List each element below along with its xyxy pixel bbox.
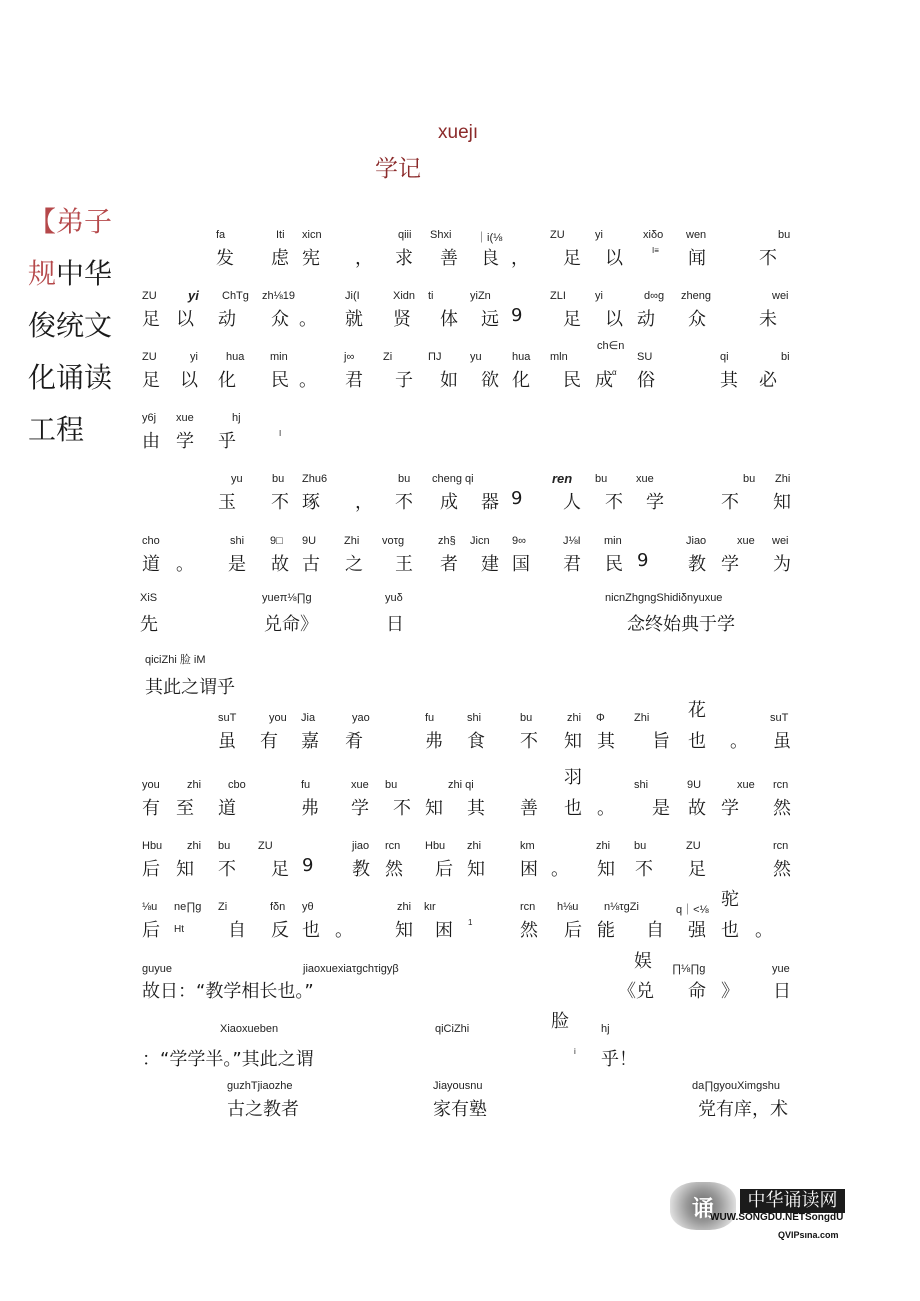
hanzi-char: 知 xyxy=(564,731,582,752)
hanzi-char: 不 xyxy=(271,492,289,513)
hanzi-char: 党有庠，术 xyxy=(698,1099,788,1120)
hanzi-char: 欲 xyxy=(481,370,499,391)
hanzi-char: 困 xyxy=(435,920,453,941)
hanzi-char: 然 xyxy=(773,859,791,880)
hanzi-char: 教 xyxy=(352,859,370,880)
pinyin-syllable: min xyxy=(604,535,622,547)
hanzi-char: 玉 xyxy=(218,492,236,513)
pinyin-syllable: J⅛I xyxy=(563,535,581,547)
pinyin-syllable: 9∞ xyxy=(512,535,526,547)
annotation-mark: I xyxy=(279,429,282,438)
hanzi-char: 9 xyxy=(302,855,314,876)
hanzi-char: 。 xyxy=(299,370,317,391)
pinyin-syllable: SU xyxy=(637,351,653,363)
pinyin-syllable: bu xyxy=(272,473,285,485)
hanzi-char: 。 xyxy=(335,920,353,941)
pinyin-syllable: you xyxy=(269,712,287,724)
pinyin-syllable: yue xyxy=(772,963,790,975)
hanzi-char: 琢 xyxy=(302,492,320,513)
hanzi-char: 道 xyxy=(218,798,236,819)
hanzi-char: 足 xyxy=(142,309,160,330)
hanzi-char: 君 xyxy=(345,370,363,391)
site-logo[interactable] xyxy=(670,1182,850,1240)
pinyin-syllable: yuδ xyxy=(385,592,403,604)
pinyin-syllable: zhi xyxy=(397,901,412,913)
pinyin-syllable: hua xyxy=(226,351,245,363)
pinyin-syllable: d∞g xyxy=(644,290,665,302)
hanzi-char: 以 xyxy=(605,309,623,330)
pinyin-syllable: Jicn xyxy=(470,535,490,547)
hanzi-char: 善 xyxy=(440,248,458,269)
hanzi-char: 以 xyxy=(605,248,623,269)
pinyin-syllable: XiS xyxy=(140,592,158,604)
hanzi-char: 。 xyxy=(176,554,194,575)
side-title-line3: 俊统文 xyxy=(28,309,113,342)
annotation-mark: ch∈n xyxy=(597,340,625,352)
pinyin-syllable: zh⅛19 xyxy=(262,290,296,302)
pinyin-syllable: yu xyxy=(231,473,243,485)
pinyin-syllable: ⅛u xyxy=(142,901,158,913)
pinyin-syllable: Zhu6 xyxy=(302,473,328,485)
hanzi-char: 国 xyxy=(512,554,530,575)
pinyin-syllable: cheng qi xyxy=(432,473,474,485)
hanzi-char: 学 xyxy=(176,431,194,452)
pinyin-syllable: bu xyxy=(520,712,533,724)
hanzi-char: 闻 xyxy=(688,248,706,269)
pinyin-syllable: Φ xyxy=(596,712,605,724)
pinyin-syllable: cho xyxy=(142,535,160,547)
pinyin-syllable: shi xyxy=(230,535,245,547)
hanzi-char: 足 xyxy=(142,370,160,391)
pinyin-syllable: voτg xyxy=(382,535,405,547)
pinyin-syllable: ∏⅛∏g xyxy=(672,963,706,975)
pinyin-syllable: da∏gyouXimgshu xyxy=(692,1080,780,1092)
hanzi-char: 。 xyxy=(755,920,773,941)
hanzi-char: 故 xyxy=(271,554,289,575)
hanzi-char: 先 xyxy=(140,614,158,635)
pinyin-syllable: wen xyxy=(686,229,707,241)
pinyin-syllable: Shxi xyxy=(430,229,452,241)
hanzi-char: 民 xyxy=(563,370,581,391)
pinyin-syllable: xue xyxy=(176,412,194,424)
pinyin-syllable: yu xyxy=(470,351,482,363)
pinyin-syllable: rcn xyxy=(773,840,789,852)
pinyin-syllable: Jiayousnu xyxy=(433,1080,483,1092)
hanzi-char: 故日：“教学相长也。” xyxy=(142,981,314,1002)
hanzi-char: 众 xyxy=(688,309,706,330)
hanzi-char: 古 xyxy=(302,554,320,575)
pinyin-syllable: hj xyxy=(232,412,241,424)
pinyin-syllable: suT xyxy=(770,712,789,724)
hanzi-char: 知 xyxy=(467,859,485,880)
pinyin-syllable: zheng xyxy=(681,290,711,302)
hanzi-char: 化 xyxy=(512,370,530,391)
side-title-part1: 【弟子 xyxy=(28,205,113,238)
pinyin-syllable: qiCiZhi xyxy=(435,1023,470,1035)
hanzi-char: 9 xyxy=(511,305,523,326)
hanzi-char: 不 xyxy=(721,492,739,513)
pinyin-syllable: kιr xyxy=(424,901,436,913)
annotation-mark: α xyxy=(612,368,617,377)
pinyin-syllable: km xyxy=(520,840,535,852)
pinyin-syllable: ZU xyxy=(142,351,157,363)
hanzi-char: 9 xyxy=(637,550,649,571)
hanzi-char: 后 xyxy=(142,859,160,880)
side-title-part2-black: 中华 xyxy=(56,257,113,290)
pinyin-syllable: qi xyxy=(720,351,729,363)
hanzi-char: 是 xyxy=(652,798,670,819)
hanzi-char: 知 xyxy=(395,920,413,941)
pinyin-syllable: zh§ xyxy=(438,535,456,547)
hanzi-char: 不 xyxy=(520,731,538,752)
hanzi-char: 民 xyxy=(271,370,289,391)
hanzi-char: 君 xyxy=(563,554,581,575)
hanzi-char: 为 xyxy=(773,554,791,575)
pinyin-syllable: bu xyxy=(385,779,398,791)
hanzi-char: 建 xyxy=(481,554,499,575)
pinyin-syllable: fu xyxy=(425,712,435,724)
hanzi-char: 其 xyxy=(467,798,485,819)
hanzi-char: 人 xyxy=(563,492,581,513)
hanzi-char: 念终始典于学 xyxy=(627,614,735,635)
hanzi-char: 兑命》 xyxy=(264,614,318,635)
pinyin-syllable: hj xyxy=(601,1023,610,1035)
pinyin-syllable: ChTg xyxy=(222,290,249,302)
annotation-mark: 花 xyxy=(688,700,706,721)
hanzi-char: 《兑 xyxy=(618,981,654,1002)
pinyin-syllable: rcn xyxy=(773,779,789,791)
pinyin-syllable: xue xyxy=(737,535,755,547)
pinyin-syllable: j∞ xyxy=(344,351,355,363)
pinyin-syllable: ZLI xyxy=(550,290,566,302)
title-pinyin: xuejı xyxy=(438,122,479,143)
hanzi-char: 足 xyxy=(563,248,581,269)
annotation-mark: 羽 xyxy=(564,767,582,788)
pinyin-syllable: guyue xyxy=(142,963,172,975)
pinyin-syllable: Iti xyxy=(276,229,285,241)
hanzi-char: 困 xyxy=(520,859,538,880)
pinyin-syllable: Jiao xyxy=(686,535,707,547)
hanzi-char: 体 xyxy=(440,309,458,330)
hanzi-char: 善 xyxy=(520,798,538,819)
annotation-mark: yi xyxy=(188,288,199,303)
hanzi-char: 强 xyxy=(688,920,706,941)
logo-url-2: QVIPsına.com xyxy=(778,1230,839,1240)
pinyin-syllable: q｜<⅛ xyxy=(676,904,709,916)
pinyin-syllable: fu xyxy=(301,779,311,791)
pinyin-syllable: Zhi xyxy=(634,712,650,724)
hanzi-char: 成 xyxy=(595,370,613,391)
hanzi-char: 俗 xyxy=(637,370,655,391)
hanzi-char: 也 xyxy=(721,920,739,941)
hanzi-char: 反 xyxy=(271,920,289,941)
hanzi-char: 不 xyxy=(395,492,413,513)
pinyin-syllable: Hbu xyxy=(425,840,446,852)
pinyin-syllable: yi xyxy=(190,351,198,363)
hanzi-char: 知 xyxy=(773,492,791,513)
hanzi-char: 虽 xyxy=(773,731,791,752)
pinyin-syllable: suT xyxy=(218,712,237,724)
hanzi-char: 动 xyxy=(637,309,655,330)
logo-mark: 诵 xyxy=(670,1182,736,1230)
hanzi-char: 旨 xyxy=(652,731,670,752)
pinyin-syllable: Zi xyxy=(218,901,228,913)
hanzi-char: 足 xyxy=(563,309,581,330)
pinyin-syllable: Zi xyxy=(383,351,393,363)
hanzi-char: 弗 xyxy=(301,798,319,819)
hanzi-char: 能 xyxy=(597,920,615,941)
pinyin-syllable: ΠJ xyxy=(428,351,442,363)
hanzi-char: ， xyxy=(355,248,373,269)
hanzi-char: 不 xyxy=(635,859,653,880)
side-title-line5: 工程 xyxy=(28,413,85,446)
pinyin-syllable: bu xyxy=(595,473,608,485)
pinyin-syllable: ZU xyxy=(550,229,565,241)
hanzi-char: ， xyxy=(511,248,529,269)
hanzi-char: 日 xyxy=(773,981,791,1002)
hanzi-char: 者 xyxy=(440,554,458,575)
pinyin-syllable: xue xyxy=(351,779,369,791)
pinyin-syllable: hua xyxy=(512,351,531,363)
hanzi-char: 然 xyxy=(385,859,403,880)
pinyin-syllable: zhi qi xyxy=(448,779,474,791)
hanzi-char: 是 xyxy=(228,554,246,575)
annotation-mark: Ht xyxy=(174,924,184,935)
hanzi-char: 远 xyxy=(481,309,499,330)
hanzi-char: 发 xyxy=(216,248,234,269)
hanzi-char: 家有塾 xyxy=(433,1099,487,1120)
hanzi-char: 。 xyxy=(299,309,317,330)
hanzi-char: 食 xyxy=(467,731,485,752)
hanzi-char: 学 xyxy=(351,798,369,819)
hanzi-char: 教 xyxy=(688,554,706,575)
hanzi-char: 其 xyxy=(720,370,738,391)
hanzi-char: 动 xyxy=(218,309,236,330)
pinyin-syllable: zhi xyxy=(187,779,202,791)
pinyin-syllable: ZU xyxy=(258,840,273,852)
pinyin-syllable: bu xyxy=(634,840,647,852)
pinyin-syllable: ZU xyxy=(686,840,701,852)
hanzi-char: 由 xyxy=(142,431,160,452)
pinyin-syllable: 9U xyxy=(687,779,702,791)
hanzi-char: 以 xyxy=(176,309,194,330)
pinyin-syllable: 9□ xyxy=(270,535,283,547)
pinyin-syllable: yiZn xyxy=(470,290,491,302)
hanzi-char: 不 xyxy=(218,859,236,880)
pinyin-syllable: ZU xyxy=(142,290,157,302)
pinyin-syllable: ｜i(⅛ xyxy=(476,232,503,244)
hanzi-char: 命 xyxy=(688,981,706,1002)
annotation-mark: 脸 xyxy=(551,1011,569,1032)
hanzi-char: 宪 xyxy=(302,248,320,269)
pinyin-syllable: Jia xyxy=(301,712,316,724)
hanzi-char: 知 xyxy=(425,798,443,819)
hanzi-char: 。 xyxy=(597,798,615,819)
logo-name: 中华诵读网 xyxy=(740,1189,845,1213)
hanzi-char: 其 xyxy=(597,731,615,752)
pinyin-syllable: Zhi xyxy=(344,535,360,547)
pinyin-syllable: bu xyxy=(398,473,411,485)
hanzi-char: 后 xyxy=(564,920,582,941)
side-title-line4: 化诵读 xyxy=(28,361,113,394)
hanzi-char: 学 xyxy=(646,492,664,513)
pinyin-syllable: guzhTjiaozhe xyxy=(227,1080,293,1092)
hanzi-char: 学 xyxy=(721,554,739,575)
pinyin-syllable: bi xyxy=(781,351,790,363)
pinyin-syllable: yi xyxy=(595,229,603,241)
hanzi-char: 也 xyxy=(564,798,582,819)
hanzi-char: 9 xyxy=(511,488,523,509)
annotation-mark: 娱 xyxy=(634,951,652,972)
hanzi-char: 不 xyxy=(759,248,777,269)
hanzi-char: 然 xyxy=(773,798,791,819)
pinyin-syllable: shi xyxy=(634,779,649,791)
hanzi-char: 如 xyxy=(440,370,458,391)
pinyin-syllable: ti xyxy=(428,290,434,302)
hanzi-char: 学 xyxy=(721,798,739,819)
annotation-mark: ren xyxy=(552,471,573,486)
pinyin-syllable: yueπ⅛∏g xyxy=(262,592,312,604)
pinyin-syllable: yθ xyxy=(302,901,314,913)
hanzi-char: 以 xyxy=(180,370,198,391)
hanzi-char: 就 xyxy=(345,309,363,330)
pinyin-syllable: 9U xyxy=(302,535,317,547)
hanzi-char: 其此之谓乎 xyxy=(145,677,235,698)
pinyin-syllable: yao xyxy=(352,712,370,724)
hanzi-char: 成 xyxy=(440,492,458,513)
hanzi-char: 贤 xyxy=(393,309,411,330)
pinyin-syllable: xiδo xyxy=(643,229,664,241)
side-title-part2-red: 规 xyxy=(28,257,57,290)
hanzi-char: 肴 xyxy=(345,731,363,752)
pinyin-syllable: yi xyxy=(595,290,603,302)
pinyin-syllable: wei xyxy=(772,290,789,302)
hanzi-char: 也 xyxy=(302,920,320,941)
pinyin-syllable: rcn xyxy=(520,901,536,913)
hanzi-char: 自 xyxy=(228,920,246,941)
pinyin-syllable: nicnZhgngShidiδnyuxue xyxy=(605,592,723,604)
hanzi-char: 化 xyxy=(218,370,236,391)
pinyin-syllable: zhi xyxy=(567,712,582,724)
pinyin-syllable: xue xyxy=(636,473,654,485)
pinyin-syllable: zhi xyxy=(467,840,482,852)
hanzi-char: 自 xyxy=(646,920,664,941)
pinyin-syllable: n⅛τgZi xyxy=(604,901,639,913)
pinyin-syllable: you xyxy=(142,779,160,791)
pinyin-syllable: wei xyxy=(772,535,789,547)
hanzi-char: 知 xyxy=(597,859,615,880)
pinyin-syllable: jiaoxuexiaτgchτigyβ xyxy=(303,963,399,975)
pinyin-syllable: fa xyxy=(216,229,226,241)
pinyin-syllable: xicn xyxy=(302,229,322,241)
pinyin-syllable: fδn xyxy=(270,901,286,913)
pinyin-syllable: Xidn xyxy=(393,290,416,302)
hanzi-char: 。 xyxy=(551,859,569,880)
pinyin-syllable: qiii xyxy=(398,229,412,241)
pinyin-syllable: rcn xyxy=(385,840,401,852)
hanzi-char: 故 xyxy=(688,798,706,819)
hanzi-char: 也 xyxy=(688,731,706,752)
hanzi-char: 》 xyxy=(721,981,739,1002)
hanzi-char: 道 xyxy=(142,554,160,575)
hanzi-char: 之 xyxy=(345,554,363,575)
hanzi-char: 民 xyxy=(605,554,623,575)
hanzi-char: ：“学学半。”其此之谓 xyxy=(142,1049,314,1070)
hanzi-char: 良 xyxy=(481,248,499,269)
annotation-mark: i xyxy=(574,1047,576,1056)
annotation-mark: 驼 xyxy=(721,889,739,910)
hanzi-char: 后 xyxy=(435,859,453,880)
hanzi-char: ， xyxy=(355,492,373,513)
hanzi-char: 足 xyxy=(688,859,706,880)
hanzi-char: 然 xyxy=(520,920,538,941)
hanzi-char: 后 xyxy=(142,920,160,941)
pinyin-syllable: zhi xyxy=(596,840,611,852)
hanzi-char: 弗 xyxy=(425,731,443,752)
hanzi-char: 求 xyxy=(395,248,413,269)
pinyin-syllable: zhi xyxy=(187,840,202,852)
pinyin-syllable: cbo xyxy=(228,779,246,791)
hanzi-char: 虑 xyxy=(271,248,289,269)
pinyin-syllable: jiao xyxy=(352,840,370,852)
pinyin-syllable: y6j xyxy=(142,412,157,424)
hanzi-char: 众 xyxy=(271,309,289,330)
hanzi-char: 不 xyxy=(605,492,623,513)
hanzi-char: 日 xyxy=(386,614,404,635)
hanzi-char: 乎！ xyxy=(601,1049,637,1070)
hanzi-char: 子 xyxy=(395,370,413,391)
annotation-mark: 1 xyxy=(468,918,473,927)
hanzi-char: 有 xyxy=(260,731,278,752)
title-hanzi: 学记 xyxy=(375,156,421,182)
hanzi-char: 必 xyxy=(759,370,777,391)
pinyin-syllable: bu xyxy=(743,473,756,485)
hanzi-char: 至 xyxy=(176,798,194,819)
pinyin-syllable: Zhi xyxy=(775,473,791,485)
hanzi-char: 足 xyxy=(271,859,289,880)
hanzi-char: 王 xyxy=(395,554,413,575)
pinyin-syllable: Hbu xyxy=(142,840,163,852)
hanzi-char: 不 xyxy=(393,798,411,819)
hanzi-char: 古之教者 xyxy=(227,1099,299,1120)
pinyin-syllable: xue xyxy=(737,779,755,791)
hanzi-char: 乎 xyxy=(218,431,236,452)
hanzi-char: 有 xyxy=(142,798,160,819)
hanzi-char: 器 xyxy=(481,492,499,513)
pinyin-syllable: Ji(I xyxy=(345,290,360,302)
pinyin-syllable: mln xyxy=(550,351,568,363)
hanzi-char: 。 xyxy=(730,731,748,752)
pinyin-syllable: shi xyxy=(467,712,482,724)
pinyin-syllable: h⅛u xyxy=(557,901,579,913)
pinyin-syllable: min xyxy=(270,351,288,363)
pinyin-syllable: Xiaoxueben xyxy=(220,1023,279,1035)
side-title xyxy=(28,196,112,456)
hanzi-char: 未 xyxy=(759,309,777,330)
hanzi-char: 虽 xyxy=(218,731,236,752)
pinyin-syllable: bu xyxy=(778,229,791,241)
annotation-mark: I≡ xyxy=(652,246,659,255)
pinyin-syllable: qiciZhi 脸 iM xyxy=(145,654,206,666)
hanzi-char: 嘉 xyxy=(301,731,319,752)
hanzi-char: 知 xyxy=(176,859,194,880)
pinyin-syllable: ne∏g xyxy=(174,901,202,913)
pinyin-syllable: bu xyxy=(218,840,231,852)
logo-url: WUW.SONGDU.NETSongdU xyxy=(710,1212,844,1223)
